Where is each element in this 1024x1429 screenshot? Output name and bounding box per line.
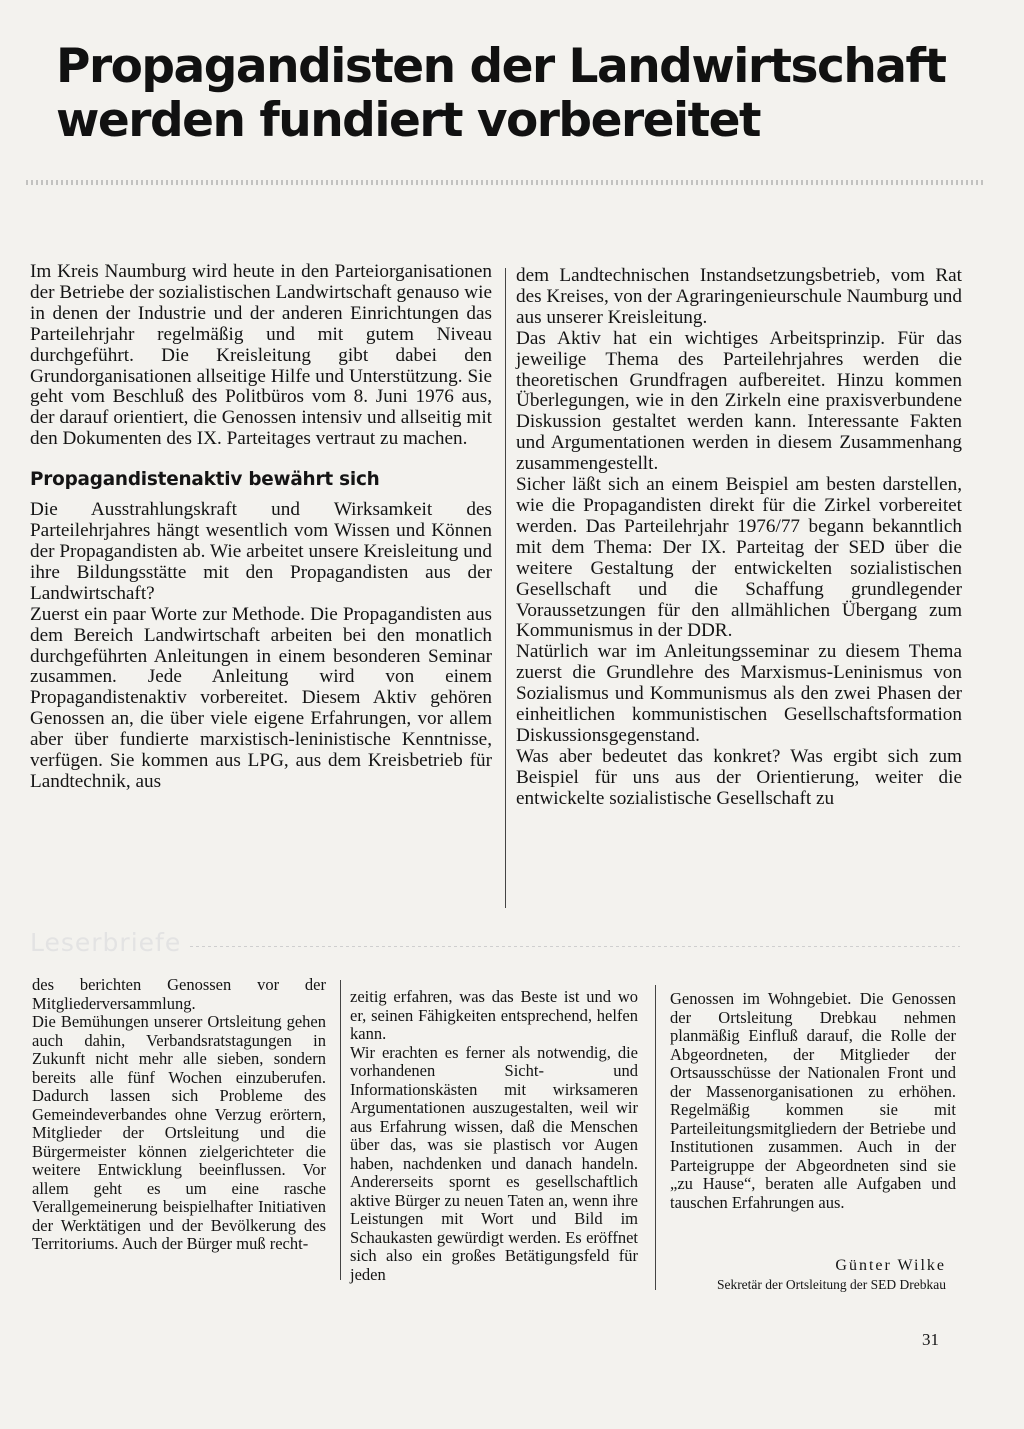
section-label-leserbriefe: Leserbriefe	[30, 928, 182, 957]
column-divider	[340, 980, 341, 1280]
article-paragraph: Zuerst ein paar Worte zur Methode. Die Propagandisten aus dem Bereich Landwirtschaft arbeiten bei den monatlich durchgeführten Anleitungen in einem besonderen Seminar zusammen. Jede Anleitung wird von einem Propagandistenaktiv vorbereitet. Diesem Aktiv gehören Genossen an, die über viele eigene Erfahrungen, vor allem aber über fundierte marxistisch-leninistische Kenntnisse, verfügen. Sie kommen aus LPG, aus dem Kreisbetrieb für Landtechnik, aus	[30, 603, 492, 792]
article-paragraph: Natürlich war im Anleitungsseminar zu diesem Thema zuerst die Grundlehre des Marxismus-Leninismus von Sozialismus und Kommunismus als den zwei Phasen der einheitlichen kommunistischen Gesellschaftsformation Diskussionsgegenstand.	[516, 641, 962, 746]
article-column-right	[516, 266, 962, 810]
column-divider	[505, 268, 506, 908]
article-paragraph: Sicher läßt sich an einem Beispiel am besten darstellen, wie die Propagandisten direkt für die Zirkel vorbereitet werden. Das Parteilehrjahr 1976/77 begann bekanntlich mit dem Thema: Der IX. Parteitag der SED über die weitere Gestaltung der entwickelten sozialistischen Gesellschaft und die Schaffung grundlegender Voraussetzungen für den allmählichen Übergang zum Kommunismus in der DDR.	[516, 474, 962, 642]
column-divider	[655, 985, 656, 1290]
letter-paragraph: Genossen im Wohngebiet. Die Genossen der Ortsleitung Drebkau nehmen planmäßig Einfluß darauf, die Rolle der Abgeordneten, der Mitglieder der Ortsausschüsse der Nationalen Front und der Massenorganisationen zu erhöhen. Regelmäßig kommen sie mit Parteileitungsmitgliedern der Betriebe und Institutionen zusammen. Auch in der Parteigruppe der Abgeordneten sind sie „zu Hause“, beraten alle Aufgaben und tauschen Erfahrungen aus.	[670, 989, 956, 1212]
article-paragraph: Im Kreis Naumburg wird heute in den Parteiorganisationen der Betriebe der sozialistischen Landwirtschaft genauso wie in denen der Industrie und der anderen Einrichtungen das Parteilehrjahr regelmäßig und mit gutem Niveau durchgeführt. Die Kreisleitung gibt dabei den Grundorganisationen allseitige Hilfe und Unterstützung. Sie geht vom Beschluß des Politbüros vom 8. Juni 1976 aus, der darauf orientiert, die Genossen intensiv und allseitig mit den Dokumenten des IX. Parteitages vertraut zu machen.	[30, 261, 492, 450]
article-paragraph: Das Aktiv hat ein wichtiges Arbeitsprinzip. Für das jeweilige Thema des Parteilehrjahres werden die theoretischen Grundfragen aufbereitet. Hinzu kommen Überlegungen, wie in den Zirkeln eine praxisverbundene Diskussion gestaltet werden kann. Interessante Fakten und Argumentationen werden in diesem Zusammenhang zusammengestellt.	[516, 327, 962, 475]
headline-rule	[26, 180, 986, 185]
headline-line-2: werden fundiert vorbereitet	[56, 93, 760, 148]
article-paragraph: Was aber bedeutet das konkret? Was ergibt sich zum Beispiel für uns aus der Orientierung, weiter die entwickelte sozialistische Gesellschaft zu	[516, 745, 962, 809]
article-paragraph: Die Ausstrahlungskraft und Wirksamkeit des Parteilehrjahres hängt wesentlich vom Wissen und Können der Propagandisten ab. Wie arbeitet unsere Kreisleitung und ihre Bildungsstätte mit den Propagandisten aus der Landwirtschaft?	[30, 499, 492, 604]
section-rule	[190, 946, 960, 947]
letters-column-1	[32, 976, 326, 1254]
article-paragraph: dem Landtechnischen Instandsetzungsbetrieb, vom Rat des Kreises, von der Agraringenieurschule Naumburg und aus unserer Kreisleitung.	[516, 265, 962, 328]
letter-paragraph: zeitig erfahren, was das Beste ist und wo er, seinen Fähigkeiten entsprechend, helfen kann.	[350, 987, 638, 1043]
page-number: 31	[922, 1330, 939, 1349]
letter-paragraph: Die Bemühungen unserer Ortsleitung gehen auch dahin, Verbandsratstagungen in Zukunft nicht mehr alle sieben, sondern bereits alle fünf Wochen einzuberufen. Dadurch lassen sich Probleme des Gemeindeverbandes ohne Verzug erörtern, Mitglieder der Ortsleitung und die Bürgermeister können zielgerichteter die weitere Entwicklung beeinflussen. Vor allem geht es um eine rasche Verallgemeinerung beispielhafter Initiativen der Werktätigen und der Bevölkerung des Territoriums. Auch der Bürger muß recht-	[32, 1012, 326, 1253]
headline	[56, 40, 996, 148]
article-column-left	[30, 262, 492, 793]
signature-name: Günter Wilke	[835, 1257, 946, 1274]
headline-line-1: Propagandisten der Landwirtschaft	[56, 39, 946, 94]
letters-column-3	[670, 990, 956, 1212]
signature-role: Sekretär der Ortsleitung der SED Drebkau	[716, 1277, 946, 1292]
article-subheading: Propagandistenaktiv bewährt sich	[30, 469, 380, 491]
letters-column-2	[350, 988, 638, 1284]
letter-paragraph: des berichten Genossen vor der Mitgliederversammlung.	[32, 975, 326, 1013]
letter-paragraph: Wir erachten es ferner als notwendig, die vorhandenen Sicht- und Informationskästen mit wirksameren Argumentationen auszugestalten, weil wir aus Erfahrung wissen, daß die Menschen über das, was sie plastisch vor Augen haben, nachdenken und danach handeln. Andererseits spornt es gesellschaftlich aktive Bürger zu neuen Taten an, wenn ihre Leistungen mit Wort und Bild im Schaukasten gewürdigt werden. Es eröffnet sich also ein großes Betätigungsfeld für jeden	[350, 1042, 638, 1284]
